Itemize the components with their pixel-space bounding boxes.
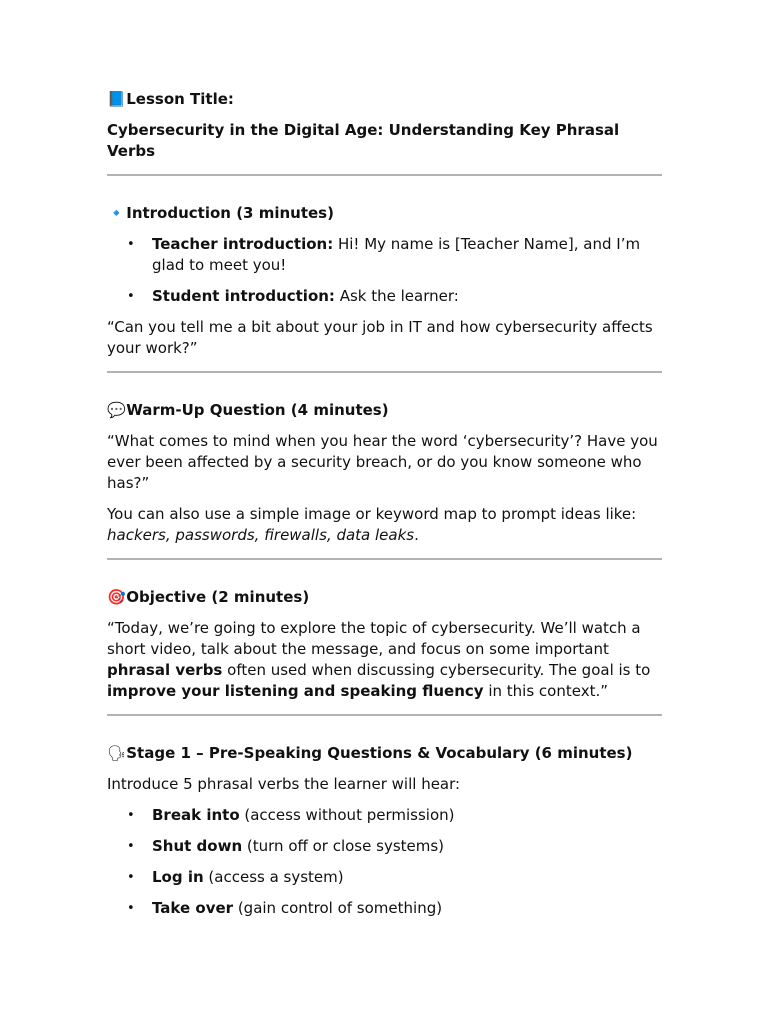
objective-section: [107, 587, 662, 702]
diamond-icon: 🔹: [107, 204, 126, 222]
stage-1-heading: [107, 743, 662, 764]
warm-up-section: [107, 400, 662, 546]
phrasal-verb: Take over: [152, 899, 234, 917]
lesson-title: Cybersecurity in the Digital Age: Understanding Key Phrasal Verbs: [107, 121, 620, 160]
objective-heading-text: Objective (2 minutes): [126, 588, 310, 606]
list-item-label: Teacher introduction:: [152, 235, 334, 253]
introduction-heading-text: Introduction (3 minutes): [126, 204, 334, 222]
objective-bold-phrasal-verbs: phrasal verbs: [107, 661, 223, 679]
book-icon: 📘: [107, 90, 126, 108]
list-item-text: Hi! My name is [Teacher Name], and I’m glad to meet you!: [152, 235, 641, 274]
speaking-head-icon: 🗣: [107, 744, 127, 762]
objective-text: [107, 618, 662, 702]
objective-text-part: in this context.”: [483, 682, 609, 700]
objective-heading: [107, 587, 662, 608]
phrasal-verb-meaning: (access a system): [203, 868, 344, 886]
stage-1-heading-text: Stage 1 – Pre-Speaking Questions & Vocabulary (6 minutes): [126, 744, 633, 762]
phrasal-verb: Shut down: [152, 837, 243, 855]
phrasal-verb-meaning: (gain control of something): [233, 899, 443, 917]
list-item: [107, 836, 662, 857]
list-item: [107, 898, 662, 919]
objective-bold-goal: improve your listening and speaking fluency: [107, 682, 484, 700]
stage-1-section: [107, 743, 662, 919]
warm-up-note: [107, 504, 662, 546]
phrasal-verb-meaning: (turn off or close systems): [242, 837, 445, 855]
speech-bubble-icon: 💬: [107, 401, 126, 419]
warm-up-note-examples: hackers, passwords, firewalls, data leaks: [107, 526, 415, 544]
warm-up-note-suffix: .: [414, 526, 419, 544]
list-item: [107, 286, 662, 307]
introduction-section: [107, 203, 662, 359]
list-item-text: Ask the learner:: [334, 287, 459, 305]
list-item-label: Student introduction:: [152, 287, 335, 305]
lesson-plan-document: [107, 89, 662, 919]
list-item: [107, 234, 662, 276]
lesson-title-section: [107, 89, 662, 162]
objective-text-part: “Today, we’re going to explore the topic of cybersecurity. We’ll watch a short video, talk about the message, and focus on some important: [107, 619, 641, 658]
introduction-heading: [107, 203, 662, 224]
warm-up-heading-text: Warm-Up Question (4 minutes): [126, 401, 389, 419]
warm-up-quote: “What comes to mind when you hear the word ‘cybersecurity’? Have you ever been affected by a security breach, or do you know someone who has?”: [107, 432, 658, 492]
objective-text-part: often used when discussing cybersecurity. The goal is to: [222, 661, 651, 679]
phrasal-verb-meaning: (access without permission): [239, 806, 455, 824]
phrasal-verb-list: [107, 805, 662, 919]
introduction-quote: “Can you tell me a bit about your job in IT and how cybersecurity affects your work?”: [107, 318, 653, 357]
warm-up-note-prefix: You can also use a simple image or keyword map to prompt ideas like:: [107, 505, 637, 523]
list-item: [107, 867, 662, 888]
phrasal-verb: Break into: [152, 806, 240, 824]
warm-up-heading: [107, 400, 662, 421]
lesson-title-heading: [107, 89, 662, 110]
phrasal-verb: Log in: [152, 868, 204, 886]
introduction-list: [107, 234, 662, 307]
target-icon: 🎯: [107, 588, 126, 606]
list-item: [107, 805, 662, 826]
lesson-title-label: Lesson Title:: [126, 90, 234, 108]
stage-1-intro: Introduce 5 phrasal verbs the learner will hear:: [107, 775, 461, 793]
